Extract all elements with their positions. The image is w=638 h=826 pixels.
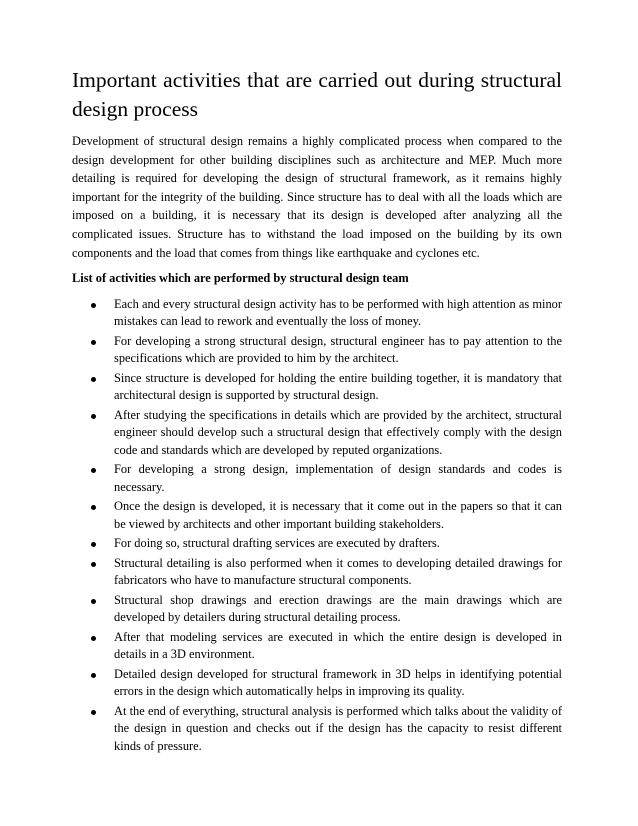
list-item-text: For developing a strong design, implementation of design standards and codes is necessary. xyxy=(114,462,562,494)
bullet-icon xyxy=(91,505,96,510)
bullet-icon xyxy=(91,562,96,567)
document-page xyxy=(72,66,562,757)
bullet-icon xyxy=(91,599,96,604)
list-item xyxy=(72,703,562,756)
list-item-text: For developing a strong structural design, structural engineer has to pay attention to the specifications which are provided to him by the architect. xyxy=(114,333,562,366)
bullet-icon xyxy=(91,303,96,308)
list-item-text: Structural detailing is also performed when it comes to developing detailed drawings for fabricators who have to manufacture structural components. xyxy=(114,555,562,588)
list-item-text: Each and every structural design activity has to be performed with high attention as minor mistakes can lead to rework and eventually the loss of money. xyxy=(114,296,562,329)
list-item-text: Since structure is developed for holding the entire building together, it is mandatory that architectural design is supported by structural design. xyxy=(114,370,562,403)
bullet-icon xyxy=(91,673,96,678)
list-item xyxy=(72,592,562,627)
bullet-icon xyxy=(91,340,96,345)
list-item xyxy=(72,407,562,460)
list-item xyxy=(72,555,562,590)
bullet-icon xyxy=(91,710,96,715)
bullet-icon xyxy=(91,414,96,419)
list-item xyxy=(72,296,562,331)
list-item-text: Structural shop drawings and erection drawings are the main drawings which are developed by detailers during structural detailing process. xyxy=(114,592,562,625)
list-item-text: Once the design is developed, it is necessary that it come out in the papers so that it can be viewed by architects and other important building stakeholders. xyxy=(114,499,562,531)
list-item xyxy=(72,535,562,553)
list-heading: List of activities which are performed by structural design team xyxy=(72,271,409,286)
bullet-icon xyxy=(91,377,96,382)
activities-list xyxy=(72,296,562,756)
list-item xyxy=(72,461,562,496)
page-title: Important activities that are carried out during structural design process xyxy=(72,68,562,121)
bullet-icon xyxy=(91,468,96,473)
bullet-icon xyxy=(91,542,96,547)
list-item xyxy=(72,370,562,405)
list-item-text: After that modeling services are executed in which the entire design is developed in details in a 3D environment. xyxy=(114,629,562,662)
list-item-text: At the end of everything, structural analysis is performed which talks about the validity of the design in question and checks out if the design has the capacity to resist different kinds of pressure. xyxy=(114,703,562,753)
list-item xyxy=(72,498,562,533)
intro-paragraph: Development of structural design remains a highly complicated process when compared to the design development for other building disciplines such as architecture and MEP. Much more detailing is required for developing the design of structural framework, as it remains highly important for the integrity of the building. Since structure has to deal with all the loads which are imposed on a building, it is necessary that its design is developed after analyzing all the complicated issues. Structure has to withstand the load imposed on the building by its own components and the load that comes from things like earthquake and cyclones etc. xyxy=(72,134,562,260)
list-item-text: Detailed design developed for structural framework in 3D helps in identifying potential errors in the design which automatically helps in improving its quality. xyxy=(114,666,562,699)
list-item-text: For doing so, structural drafting services are executed by drafters. xyxy=(114,536,440,551)
bullet-icon xyxy=(91,636,96,641)
list-item xyxy=(72,629,562,664)
list-item-text: After studying the specifications in details which are provided by the architect, structural engineer should develop such a structural design that effectively comply with the design code and standards which are developed by reputed organizations. xyxy=(114,407,562,457)
list-item xyxy=(72,666,562,701)
list-item xyxy=(72,333,562,368)
